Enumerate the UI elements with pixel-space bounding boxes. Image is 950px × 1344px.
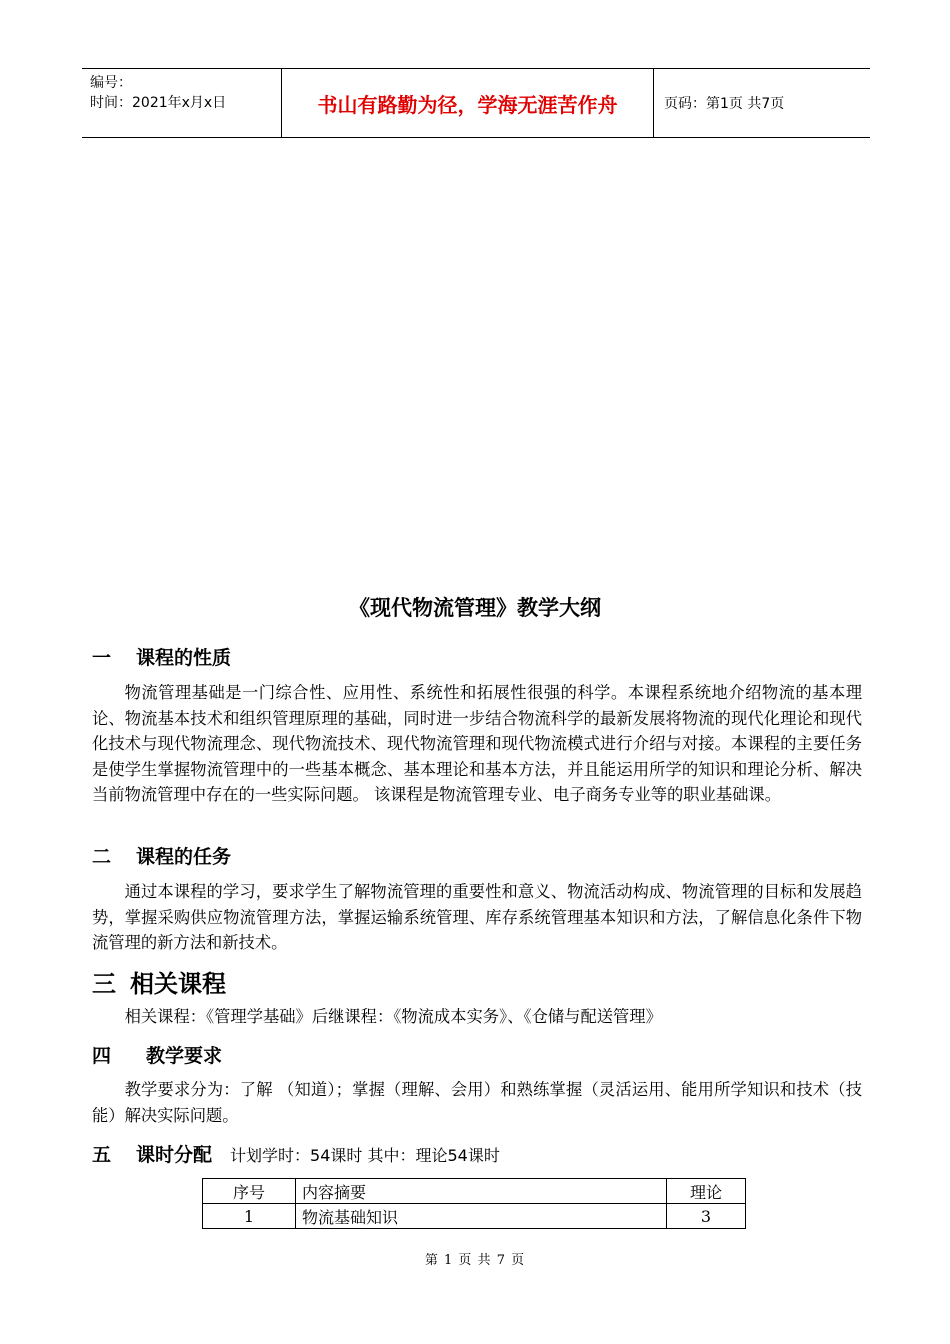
section-body-3: 相关课程：《管理学基础》后继课程：《物流成本实务》、《仓储与配送管理》 (124, 1007, 662, 1026)
section-number: 二 (92, 846, 112, 868)
table-cell: 1 (203, 1204, 296, 1229)
header-motto: 书山有路勤为径，学海无涯苦作舟 (282, 69, 654, 137)
table-cell: 3 (667, 1204, 746, 1229)
section-title: 相关课程 (130, 970, 226, 998)
hours-note: 计划学时：54课时 其中：理论54课时 (230, 1146, 500, 1165)
section-heading-3 (92, 964, 226, 999)
table-header-row (203, 1179, 746, 1204)
page-header (82, 68, 870, 138)
section-number: 一 (92, 647, 112, 669)
section-title: 课时分配 (136, 1144, 213, 1166)
number-label: 编号： (90, 75, 132, 91)
section-number: 三 (92, 970, 116, 998)
header-meta (82, 69, 282, 137)
section-body-2: 通过本课程的学习，要求学生了解物流管理的重要性和意义、物流活动构成、物流管理的目标和发展趋势，掌握采购供应物流管理方法，掌握运输系统管理、库存系统管理基本知识和方法，了解信息化条件下物流管理的新方法和新技术。 (92, 882, 862, 952)
section-heading-5 (92, 1140, 500, 1167)
table-row (203, 1204, 746, 1229)
table-header-cell: 序号 (203, 1179, 296, 1204)
section-number: 五 (92, 1144, 112, 1166)
document-title: 《现代物流管理》教学大纲 (349, 596, 601, 620)
section-heading-1 (92, 643, 231, 670)
table-cell: 物流基础知识 (296, 1204, 667, 1229)
section-title: 教学要求 (146, 1045, 223, 1067)
section-title: 课程的任务 (136, 846, 232, 868)
table-header-cell: 内容摘要 (296, 1179, 667, 1204)
section-body-4: 教学要求分为：了解 （知道）；掌握（理解、会用）和熟练掌握（灵活运用、能用所学知识和技术（技能）解决实际问题。 (92, 1080, 862, 1125)
table-header-cell: 理论 (667, 1179, 746, 1204)
section-heading-4 (92, 1041, 222, 1068)
section-body-1: 物流管理基础是一门综合性、应用性、系统性和拓展性很强的科学。本课程系统地介绍物流的基本理论、物流基本技术和组织管理原理的基础，同时进一步结合物流科学的最新发展将物流的现代化理论和现代化技术与现代物流理念、现代物流技术、现代物流管理和现代物流模式进行介绍与对接。本课程的主要任务是使学生掌握物流管理中的一些基本概念、基本理论和基本方法，并且能运用所学的知识和理论分析、解决当前物流管理中存在的一些实际问题。 该课程是物流管理专业、电子商务专业等的职业基础课。 (92, 683, 862, 804)
page-footer: 第 1 页 共 7 页 (424, 1253, 526, 1268)
time-label: 时间：2021年x月x日 (90, 95, 227, 111)
course-hours-table (202, 1178, 746, 1229)
section-title: 课程的性质 (136, 647, 232, 669)
header-page-label: 页码：第1页 共7页 (664, 96, 785, 112)
section-number: 四 (92, 1045, 112, 1067)
section-heading-2 (92, 842, 231, 869)
